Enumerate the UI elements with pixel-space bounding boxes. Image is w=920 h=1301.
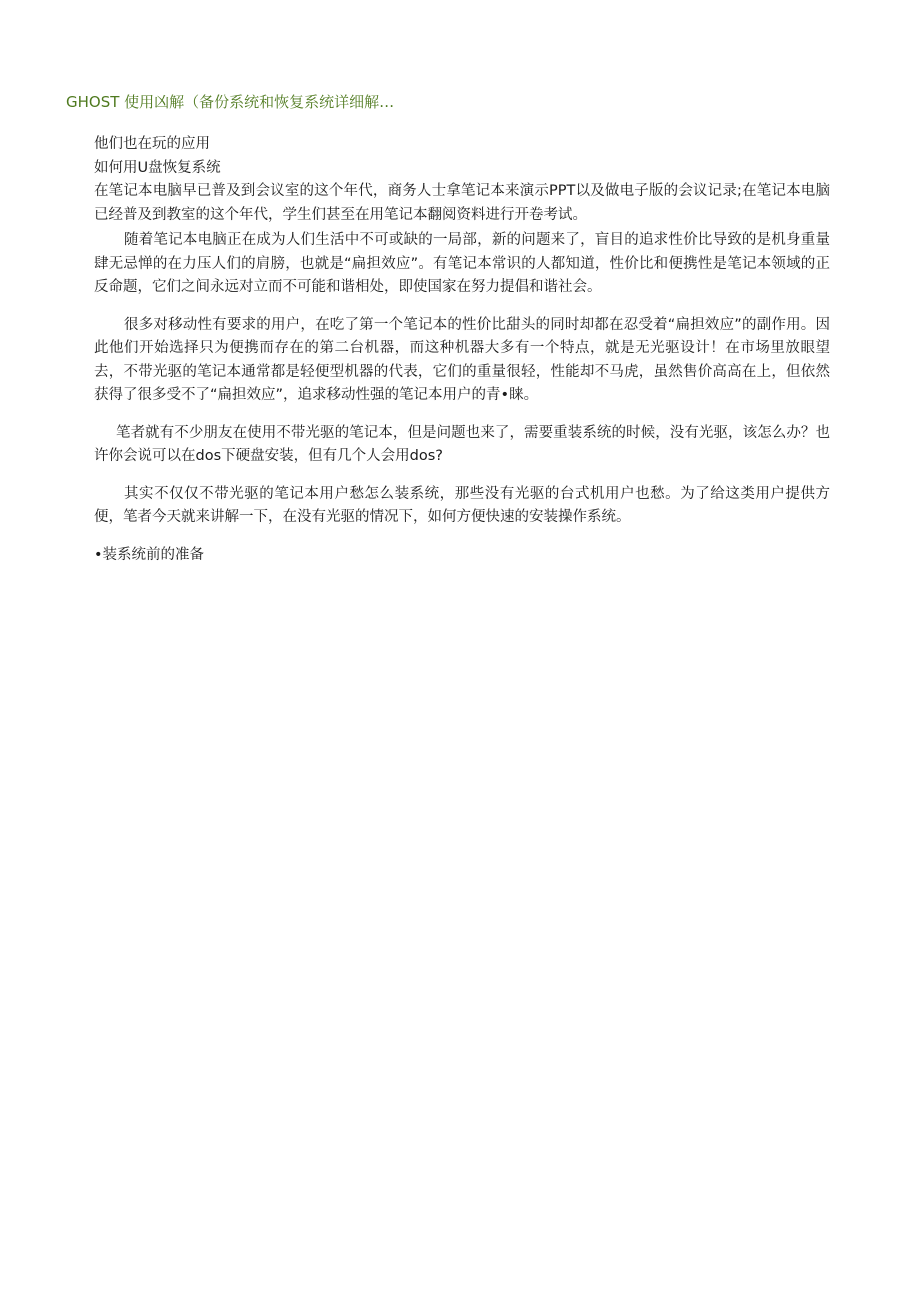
paragraph-no-optical-drive: 笔者就有不少朋友在使用不带光驱的笔记本，但是问题也来了，需要重装系统的时候，没有光驱，该怎么办？也许你会说可以在dos下硬盘安装，但有几个人会用dos? (94, 424, 830, 464)
section-preparation: •装系统前的准备 (94, 546, 205, 563)
heading-related-apps: 他们也在玩的应用 (94, 136, 210, 152)
document-title: GHOST 使用凶解（备份系统和恢复系统详细解… (66, 93, 395, 111)
paragraph-portability: 随着笔记本电脑正在成为人们生活中不可或缺的一局部，新的问题来了，盲目的追求性价比导致的是机身重量肆无忌惮的在力压人们的肩膀，也就是“扁担效应”。有笔记本常识的人都知道，性价比和便携性是笔记本领域的正反命题，它们之间永远对立而不可能和谐相处，即使国家在努力提倡和谐社会。 (94, 232, 830, 295)
document-body (94, 133, 830, 567)
paragraph-mobility-users: 很多对移动性有要求的用户，在吃了第一个笔记本的性价比甜头的同时却都在忍受着“扁担效应”的副作用。因此他们开始选择只为便携而存在的第二台机器，而这种机器大多有一个特点，就是无光驱设计！在市场里放眼望去，不带光驱的笔记本通常都是轻便型机器的代表，它们的重量很轻，性能却不马虎，虽然售价高高在上，但依然获得了很多受不了“扁担效应”，追求移动性强的笔记本用户的青•睐。 (94, 316, 830, 403)
paragraph-desktop-users: 其实不仅仅不带光驱的笔记本用户愁怎么装系统，那些没有光驱的台式机用户也愁。为了给这类用户提供方便，笔者今天就来讲解一下，在没有光驱的情况下，如何方便快速的安装操作系统。 (94, 485, 830, 525)
paragraph-intro: 在笔记本电脑早已普及到会议室的这个年代，商务人士拿笔记本来演示PPT以及做电子版的会议记录;在笔记本电脑已经普及到教室的这个年代，学生们甚至在用笔记本翻阅资料进行开卷考试。 (94, 183, 830, 223)
heading-usb-recovery: 如何用U盘恢复系统 (94, 159, 221, 176)
